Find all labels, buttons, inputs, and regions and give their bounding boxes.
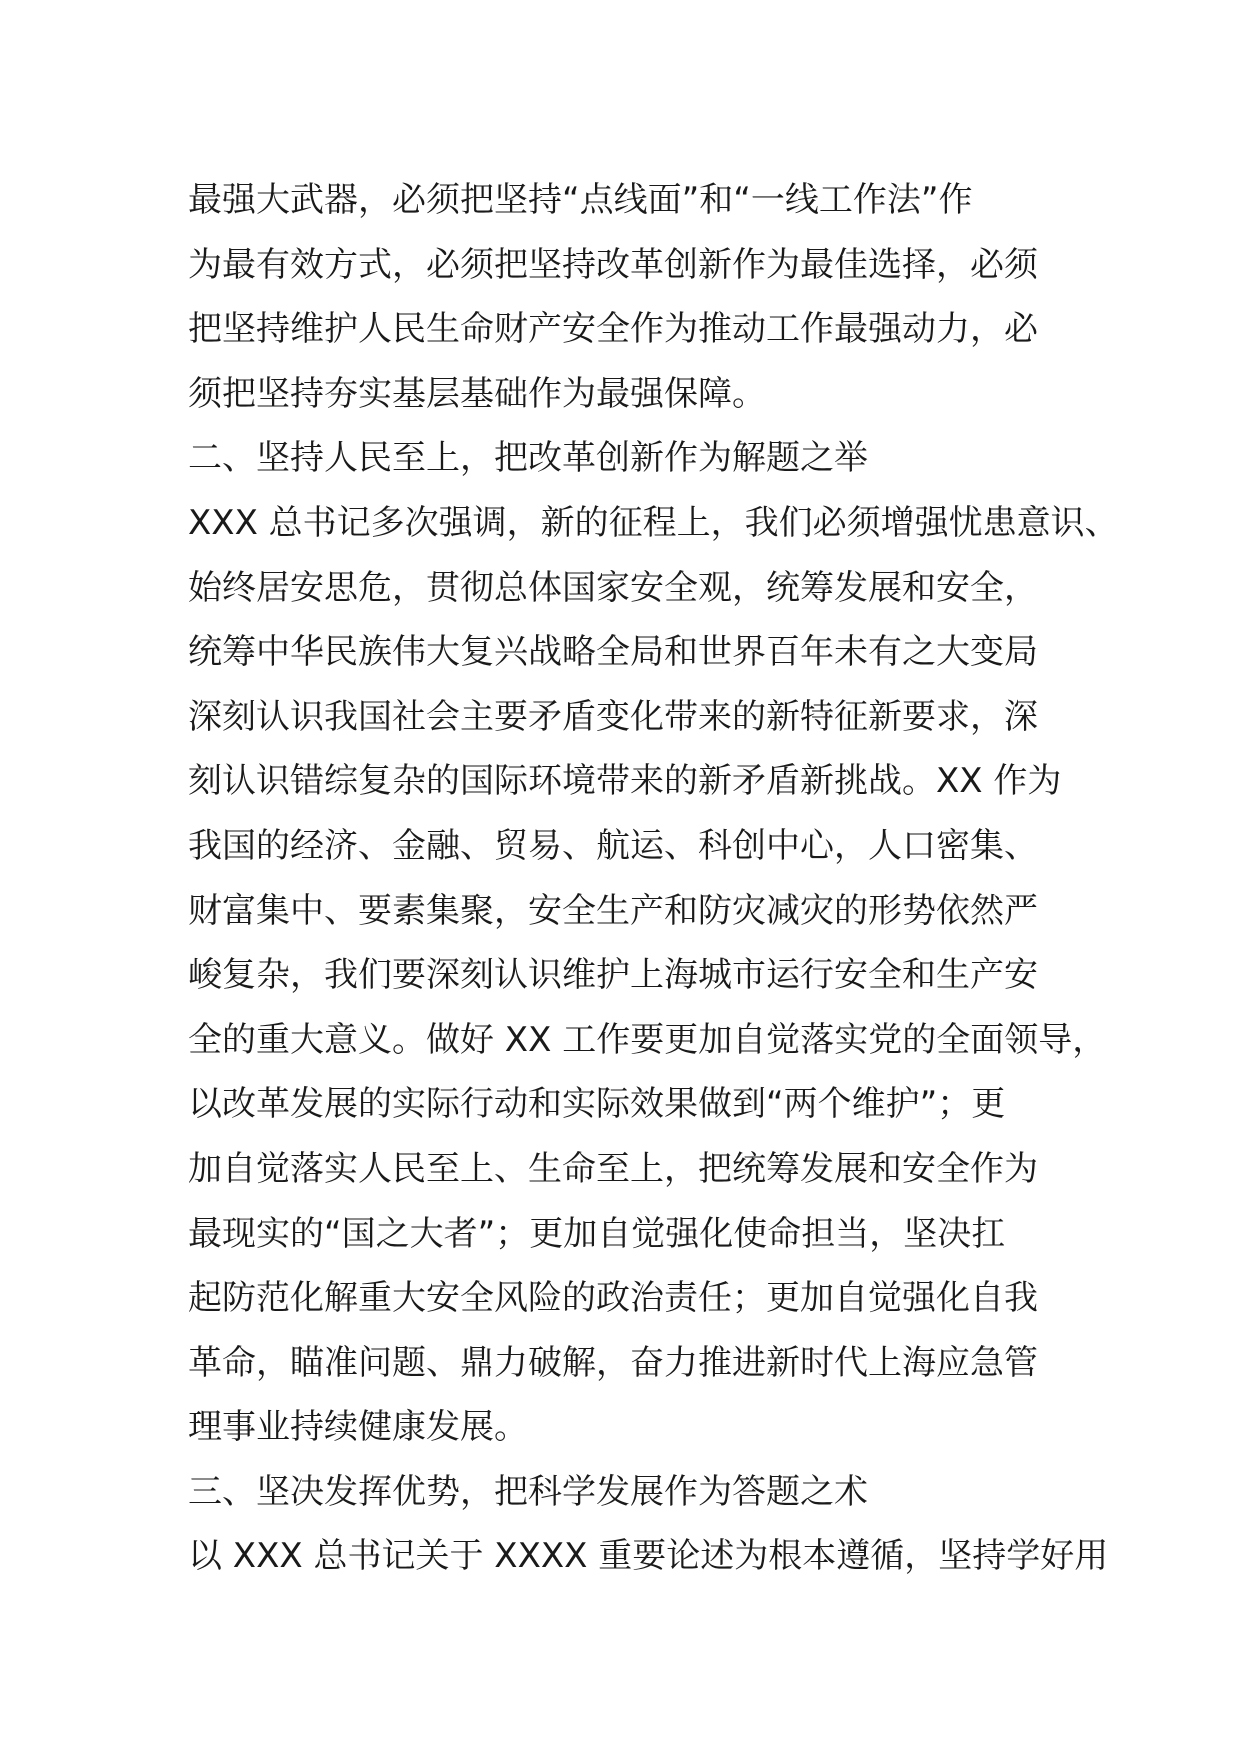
- text-line: 我国的经济、金融、贸易、航运、科创中心，人口密集、: [188, 825, 1038, 866]
- text-line: 起防范化解重大安全风险的政治责任；更加自觉强化自我: [188, 1278, 1038, 1319]
- section-heading: 二、坚持人民至上，把改革创新作为解题之举: [188, 438, 868, 479]
- text-line: XXX 总书记多次强调，新的征程上，我们必须增强忧患意识、: [188, 502, 1119, 543]
- text-line: 最强大武器，必须把坚持“点线面”和“一线工作法”作: [188, 180, 973, 220]
- text-line: 为最有效方式，必须把坚持改革创新作为最佳选择，必须: [188, 244, 1038, 285]
- text-line: 把坚持维护人民生命财产安全作为推动工作最强动力，必: [188, 309, 1038, 350]
- text-line: 统筹中华民族伟大复兴战略全局和世界百年未有之大变局: [188, 632, 1038, 673]
- text-line: 刻认识错综复杂的国际环境带来的新矛盾新挑战。XX 作为: [188, 761, 1062, 802]
- text-line: 深刻认识我国社会主要矛盾变化带来的新特征新要求，深: [188, 696, 1038, 737]
- text-line: 始终居安思危，贯彻总体国家安全观，统筹发展和安全，: [188, 567, 1038, 608]
- text-line: 理事业持续健康发展。: [188, 1407, 528, 1448]
- body-text: [188, 168, 1119, 1589]
- text-line: 财富集中、要素集聚，安全生产和防灾减灾的形势依然严: [188, 890, 1038, 931]
- text-line: 峻复杂，我们要深刻认识维护上海城市运行安全和生产安: [188, 955, 1038, 996]
- section-heading: 三、坚决发挥优势，把科学发展作为答题之术: [188, 1471, 868, 1512]
- text-line: 全的重大意义。做好 XX 工作要更加自觉落实党的全面领导，: [188, 1019, 1107, 1060]
- text-line: 加自觉落实人民至上、生命至上，把统筹发展和安全作为: [188, 1148, 1038, 1189]
- text-line: 以 XXX 总书记关于 XXXX 重要论述为根本遵循，坚持学好用: [188, 1536, 1109, 1577]
- text-line: 革命，瞄准问题、鼎力破解，奋力推进新时代上海应急管: [188, 1342, 1038, 1383]
- text-line: 须把坚持夯实基层基础作为最强保障。: [188, 373, 766, 414]
- text-line: 以改革发展的实际行动和实际效果做到“两个维护”；更: [188, 1084, 1006, 1125]
- text-line: 最现实的“国之大者”；更加自觉强化使命担当，坚决扛: [188, 1213, 1006, 1254]
